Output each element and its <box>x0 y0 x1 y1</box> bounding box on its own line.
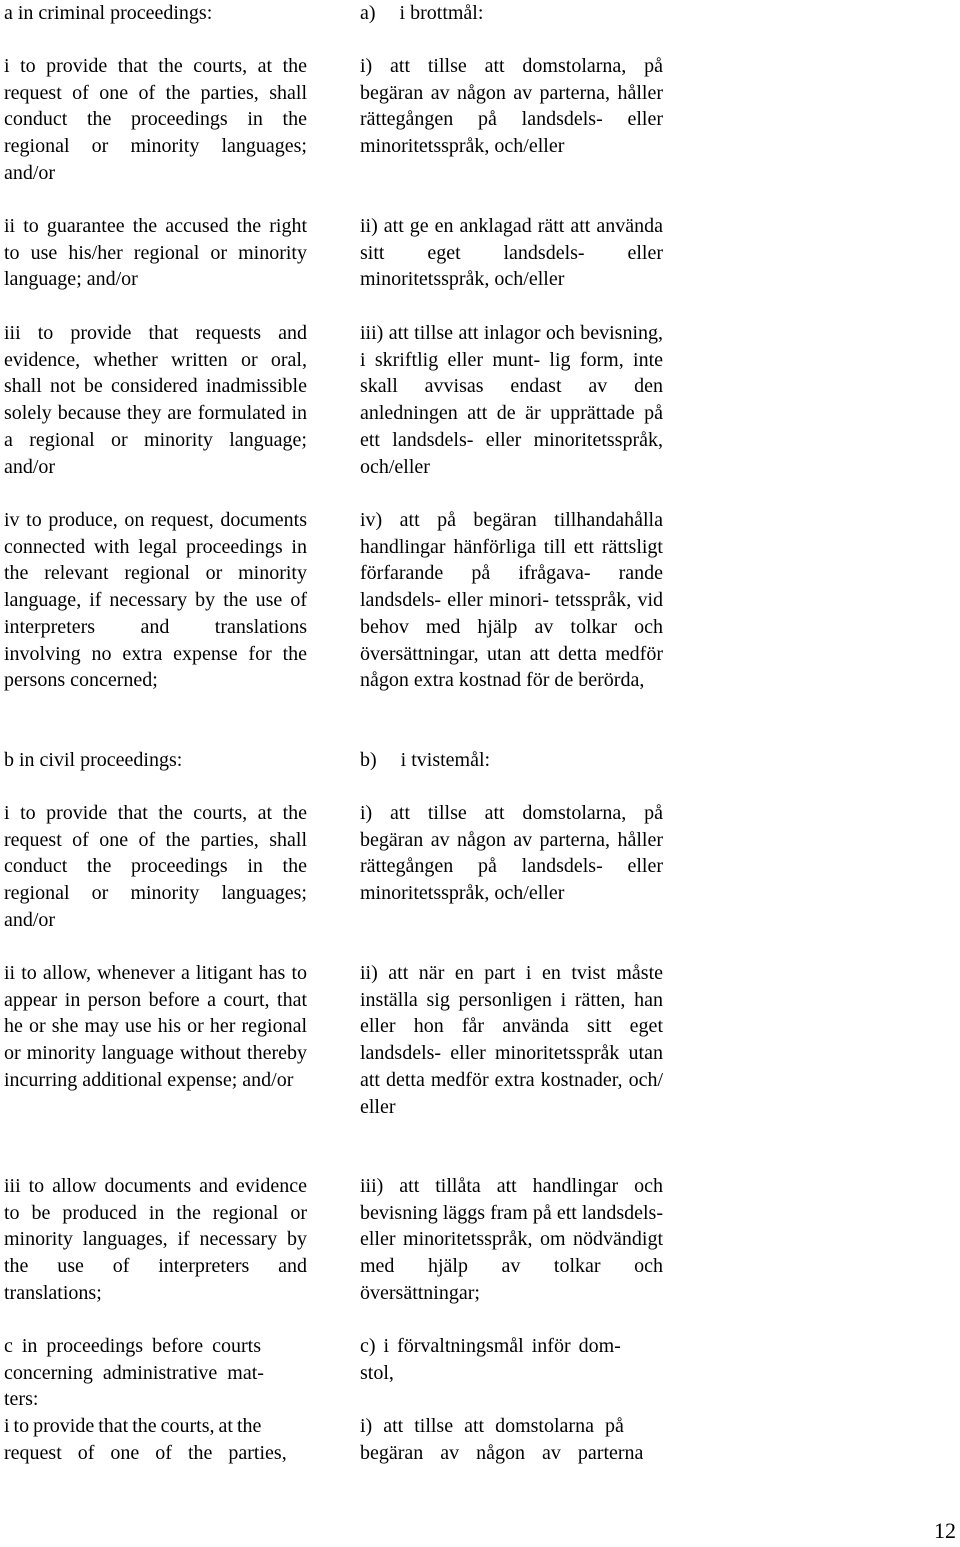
page-number: 12 <box>934 1518 956 1543</box>
tvistemal-item-iii: iii) att tillåta att handlingar och bevisning läggs fram på ett landsdels- eller minoritetsspråk, om nödvändigt med hjälp av tolkar och översättningar; <box>360 1175 663 1304</box>
civil-proceedings-heading: b in civil proceedings: <box>4 749 183 771</box>
brottmal-item-i: i) att tillse att domstolarna, på begäran av någon av parterna, håller rättegången på landsdels- eller minoritetsspråk, och/eller <box>360 55 663 158</box>
brottmal-item-ii: ii) att ge en anklagad rätt att använda sitt eget landsdels- eller minoritetsspråk, och/eller <box>360 215 663 291</box>
tvistemal-heading-text: i tvistemål: <box>400 749 491 771</box>
brottmal-heading <box>360 0 663 27</box>
tvistemal-heading-label: b) <box>360 749 377 771</box>
criminal-item-ii: ii to guarantee the accused the right to use his/her regional or minority language; and/or <box>4 215 307 291</box>
tvistemal-item-i: i) att tillse att domstolarna, på begäran av någon av parterna, håller rättegången på landsdels- eller minoritetsspråk, och/eller <box>360 802 663 905</box>
tvistemal-item-ii: ii) att när en part i en tvist måste inställa sig personligen i rätten, han eller hon får använda sitt eget landsdels- eller minoritetsspråk utan att detta medför extra kostnader, och/ eller <box>360 962 663 1118</box>
criminal-proceedings-heading: a in criminal proceedings: <box>4 2 213 24</box>
tvistemal-heading <box>360 747 663 774</box>
brottmal-heading-label: a) <box>360 2 376 24</box>
brottmal-item-iii: iii) att tillse att inlagor och bevisning, i skriftlig eller munt- lig form, inte skall avvisas endast av den anledningen att de är upprättade på ett landsdels- eller minoritetsspråk, och/eller <box>360 322 663 478</box>
civil-item-i: i to provide that the courts, at the request of one of the parties, shall conduct the proceedings in the regional or minority languages; and/or <box>4 802 307 931</box>
criminal-item-i: i to provide that the courts, at the request of one of the parties, shall conduct the proceedings in the regional or minority languages; and/or <box>4 55 307 184</box>
brottmal-heading-text: i brottmål: <box>399 2 484 24</box>
administrative-item-i: i to provide that the courts, at the request of one of the parties, <box>4 1415 287 1464</box>
brottmal-item-iv: iv) att på begäran tillhandahålla handlingar hänförliga till ett rättsligt förfarande på ifrågava- rande landsdels- eller minori- tetsspråk, vid behov med hjälp av tolkar och översättningar, utan att detta medför någon extra kostnad för de berörda, <box>360 509 663 692</box>
forvaltningsmal-heading: c) i förvaltningsmål inför dom- stol, <box>360 1335 621 1384</box>
civil-item-iii: iii to allow documents and evidence to be produced in the regional or minority languages, if necessary by the use of interpreters and translations; <box>4 1175 307 1304</box>
criminal-item-iv: iv to produce, on request, documents connected with legal proceedings in the relevant regional or minority language, if necessary by the use of interpreters and translations involving no extra expense for the persons concerned; <box>4 509 307 692</box>
administrative-proceedings-heading: c in proceedings before courts concerning administrative mat- ters: <box>4 1335 264 1411</box>
civil-item-ii: ii to allow, whenever a litigant has to appear in person before a court, that he or she may use his or her regional or minority language without thereby incurring additional expense; and/or <box>4 962 307 1091</box>
criminal-item-iii: iii to provide that requests and evidence, whether written or oral, shall not be considered inadmissible solely because they are formulated in a regional or minority language; and/or <box>4 322 307 478</box>
forvaltningsmal-item-i: i) att tillse att domstolarna på begäran av någon av parterna <box>360 1415 644 1464</box>
